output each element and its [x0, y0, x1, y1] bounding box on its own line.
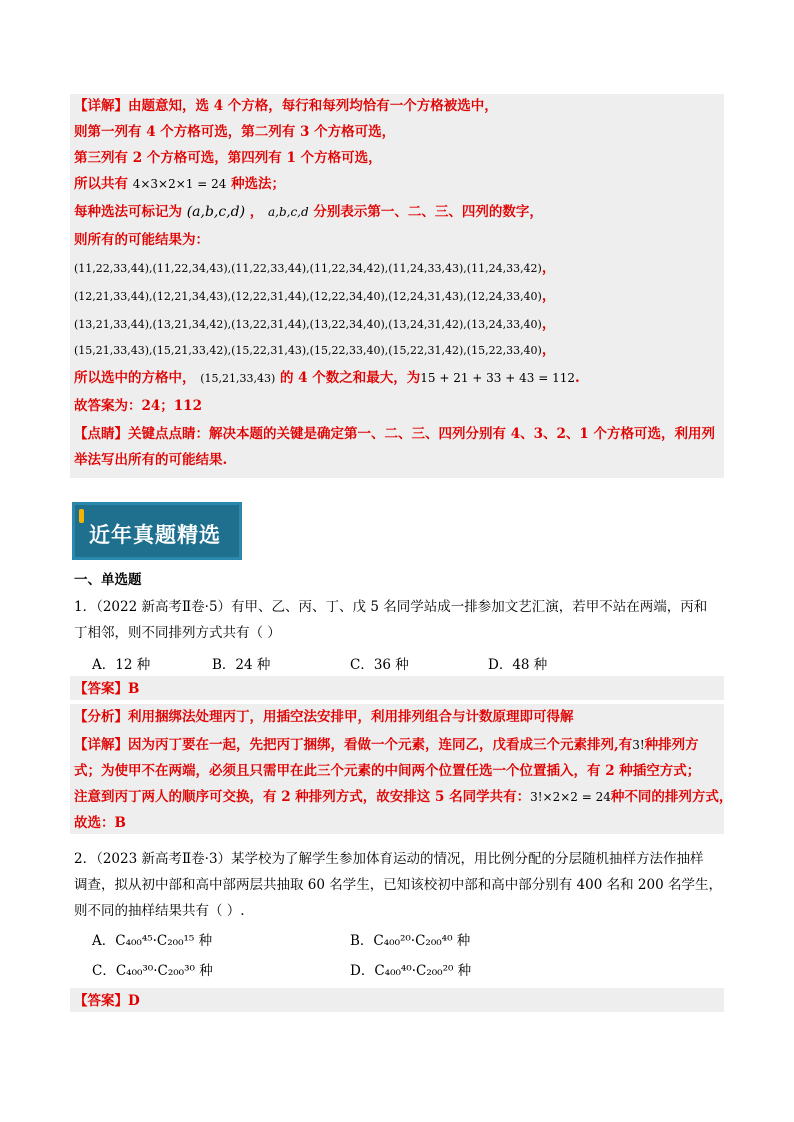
q1-answer: 【答案】B — [74, 681, 140, 697]
detail-line-2: 则第一列有 4 个方格可选，第二列有 3 个方格可选， — [74, 124, 396, 140]
equation: a,b,c,d — [268, 205, 309, 219]
q1-answer-block — [70, 676, 724, 700]
q1-detail-line-1: 【详解】因为丙丁要在一起，先把丙丁捆绑，看做一个元素，连同乙，戊看成三个元素排列,有3!种排列方 — [74, 737, 699, 753]
q2-option-c: C．C₄₀₀³⁰·C₂₀₀³⁰ 种 — [92, 963, 213, 979]
result-row-4: (15,21,33,43),(15,21,33,42),(15,22,31,43),(15,22,33,40),(15,22,31,42),(15,22,33,40)， — [74, 342, 556, 358]
q1-stem-line-1: 1．（2022 新高考Ⅱ卷·5）有甲、乙、丙、丁、戊 5 名同学站成一排参加文艺汇演，若甲不站在两端，丙和 — [74, 599, 708, 615]
q1-option-b: B．24 种 — [212, 657, 271, 673]
detail-line-4: 所以共有 4×3×2×1 = 24 种选法； — [74, 176, 286, 192]
q2-stem-line-2: 调查，拟从初中部和高中部两层共抽取 60 名学生，已知该校初中部和高中部分别有 400 名和 200 名学生， — [74, 877, 722, 893]
detail-line-11: 所以选中的方格中， (15,21,33,43) 的 4 个数之和最大，为15 + 21 + 33 + 43 = 112. — [74, 370, 580, 386]
detail-line-1: 【详解】由题意知，选 4 个方格，每行和每列均恰有一个方格被选中， — [74, 98, 498, 114]
q1-analysis: 【分析】利用捆绑法处理丙丁，用插空法安排甲，利用排列组合与计数原理即可得解 — [74, 709, 574, 725]
q1-detail-line-2: 式；为使甲不在两端，必须且只需甲在此三个元素的中间两个位置任选一个位置插入，有 2 种插空方式； — [74, 763, 701, 779]
result-row-3: (13,21,33,44),(13,21,34,42),(13,22,31,44),(13,22,34,40),(13,24,31,42),(13,24,33,40)， — [74, 316, 556, 332]
detail-line-3: 第三列有 2 个方格可选，第四列有 1 个方格可选， — [74, 150, 382, 166]
q1-detail-line-4: 故选：B — [74, 815, 126, 831]
q2-stem-line-3: 则不同的抽样结果共有（ ）. — [74, 903, 245, 919]
equation: (a,b,c,d) — [186, 204, 246, 220]
detail-line-5: 每种选法可标记为 (a,b,c,d) ， a,b,c,d 分别表示第一、二、三、四列的数字， — [74, 204, 543, 220]
q1-detail-line-3: 注意到丙丁两人的顺序可交换，有 2 种排列方式，故安排这 5 名同学共有：3!×2×2 = 24种不同的排列方式， — [74, 789, 733, 805]
q2-answer-block — [70, 988, 724, 1012]
equation: 15 + 21 + 33 + 43 = 112 — [420, 371, 575, 385]
equation: 4×3×2×1 = 24 — [132, 177, 227, 191]
q2-stem-line-1: 2．（2023 新高考Ⅱ卷·3）某学校为了解学生参加体育运动的情况，用比例分配的分层随机抽样方法作抽样 — [74, 851, 704, 867]
detail-line-6: 则所有的可能结果为： — [74, 232, 209, 248]
q2-answer: 【答案】D — [74, 993, 140, 1009]
q1-option-d: D．48 种 — [488, 657, 548, 673]
banner-tag-icon — [79, 509, 84, 523]
q1-stem-line-2: 丁相邻，则不同排列方式共有（ ） — [74, 625, 281, 641]
section-heading: 一、单选题 — [74, 572, 142, 588]
equation: 3!×2×2 = 24 — [530, 790, 611, 804]
comment-line-1: 【点睛】关键点点睛：解决本题的关键是确定第一、二、三、四列分别有 4、3、2、1 个方格可选，利用列 — [74, 426, 715, 442]
q2-option-d: D．C₄₀₀⁴⁰·C₂₀₀²⁰ 种 — [350, 963, 472, 979]
q1-option-c: C．36 种 — [350, 657, 409, 673]
q1-option-a: A．12 种 — [92, 657, 151, 673]
q2-option-b: B．C₄₀₀²⁰·C₂₀₀⁴⁰ 种 — [350, 933, 471, 949]
result-row-2: (12,21,33,44),(12,21,34,43),(12,22,31,44),(12,22,34,40),(12,24,31,43),(12,24,33,40)， — [74, 288, 556, 304]
comment-line-2: 举法写出所有的可能结果. — [74, 452, 228, 468]
section-banner — [72, 502, 242, 560]
banner-title: 近年真题精选 — [89, 523, 221, 547]
equation: 3! — [632, 738, 645, 752]
result-row-1: (11,22,33,44),(11,22,34,43),(11,22,33,44),(11,22,34,42),(11,24,33,43),(11,24,33,42)， — [74, 260, 556, 276]
equation: (15,21,33,43) — [200, 372, 276, 385]
detail-line-12: 故答案为：24；112 — [74, 398, 202, 414]
q2-option-a: A．C₄₀₀⁴⁵·C₂₀₀¹⁵ 种 — [92, 933, 213, 949]
